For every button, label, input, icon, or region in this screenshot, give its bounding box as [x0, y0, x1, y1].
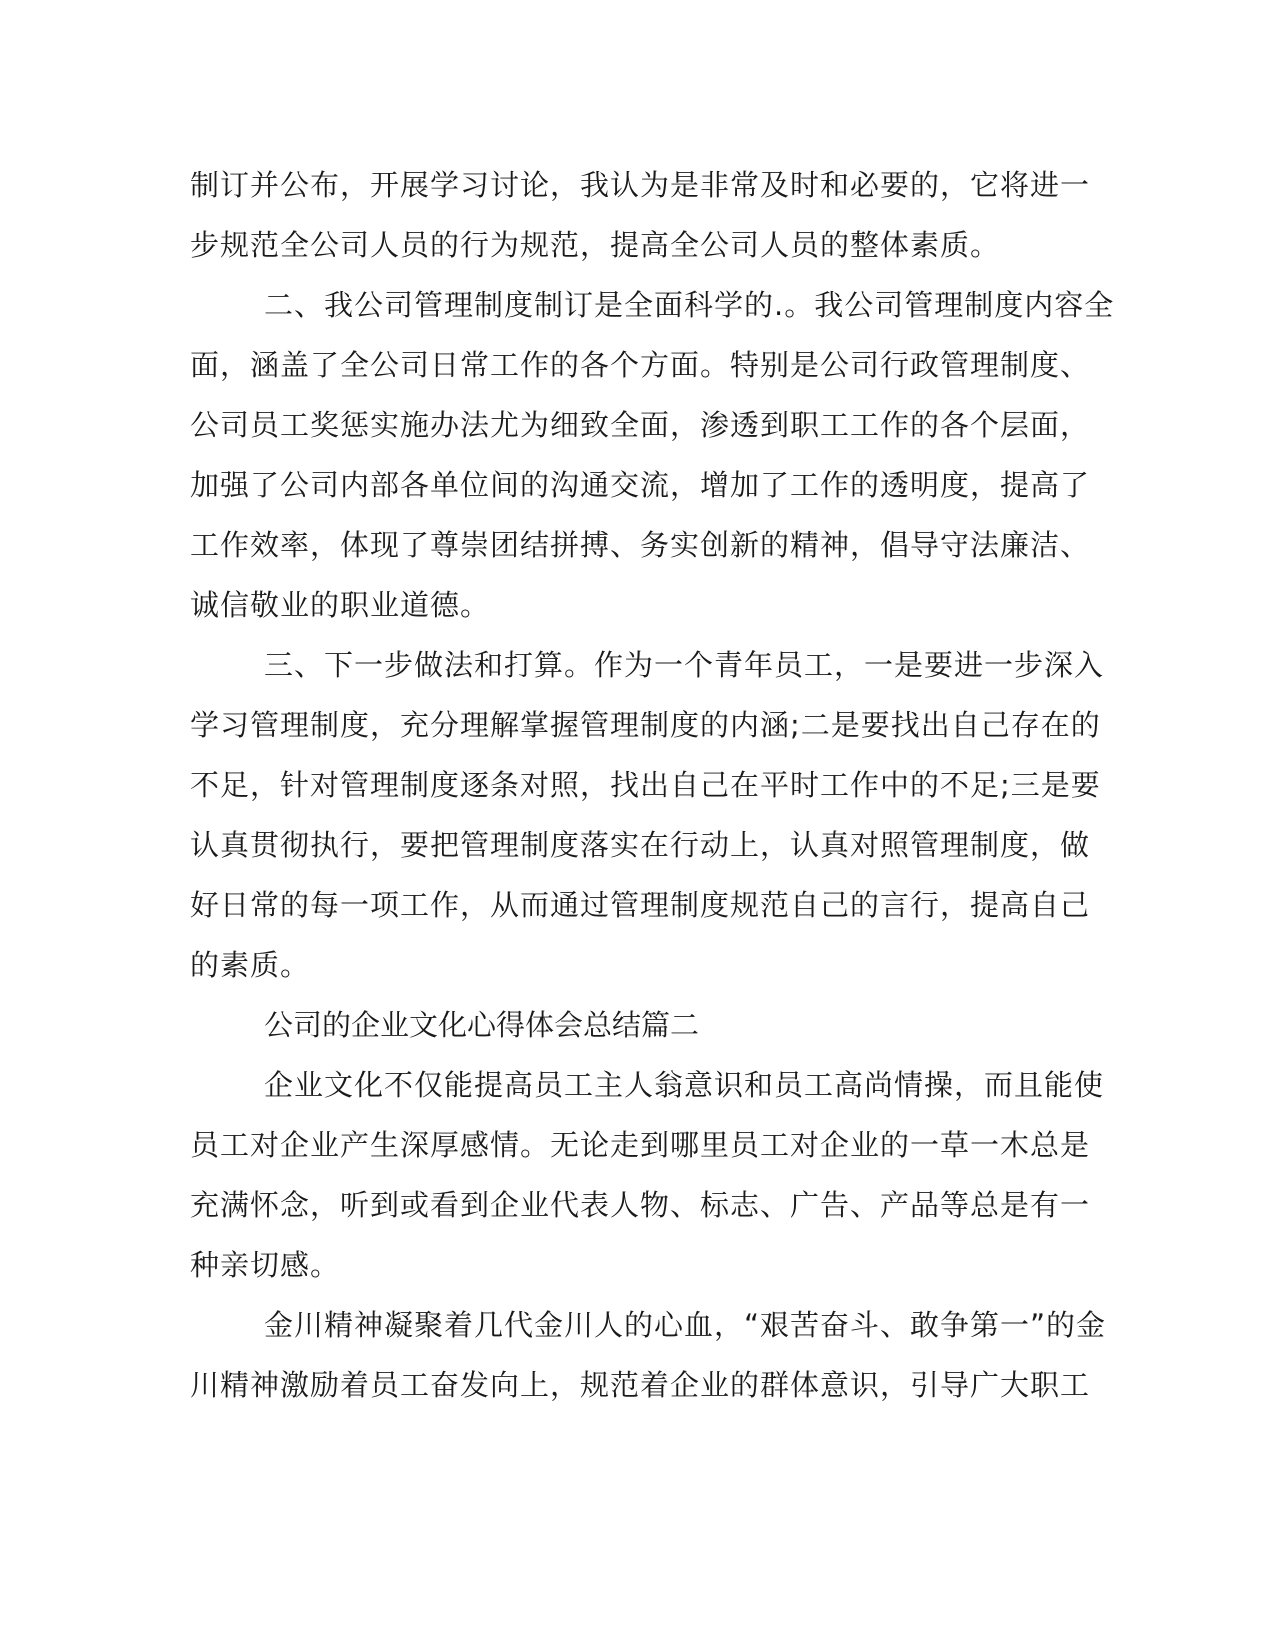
text-line: 工作效率，体现了尊崇团结拼搏、务实创新的精神，倡导守法廉洁、	[190, 528, 1091, 562]
text-line: 不足，针对管理制度逐条对照，找出自己在平时工作中的不足;三是要	[190, 768, 1101, 802]
paragraph-start-line: 企业文化不仅能提高员工主人翁意识和员工高尚情操，而且能使	[264, 1068, 1105, 1102]
text-line: 公司员工奖惩实施办法尤为细致全面，渗透到职工工作的各个层面，	[190, 408, 1091, 442]
text-line: 川精神激励着员工奋发向上，规范着企业的群体意识，引导广大职工	[190, 1368, 1091, 1402]
document-body	[190, 155, 1115, 1415]
text-line: 员工对企业产生深厚感情。无论走到哪里员工对企业的一草一木总是	[190, 1128, 1091, 1162]
section-heading: 公司的企业文化心得体会总结篇二	[264, 1008, 700, 1042]
text-line: 面，涵盖了全公司日常工作的各个方面。特别是公司行政管理制度、	[190, 348, 1091, 382]
paragraph-start-line: 三、下一步做法和打算。作为一个青年员工，一是要进一步深入	[264, 648, 1105, 682]
text-line: 认真贯彻执行，要把管理制度落实在行动上，认真对照管理制度，做	[190, 828, 1091, 862]
text-line: 步规范全公司人员的行为规范，提高全公司人员的整体素质。	[190, 228, 1001, 262]
text-line: 好日常的每一项工作，从而通过管理制度规范自己的言行，提高自己	[190, 888, 1091, 922]
text-line: 学习管理制度，充分理解掌握管理制度的内涵;二是要找出自己存在的	[190, 708, 1101, 742]
text-line: 的素质。	[190, 948, 311, 982]
paragraph-start-line: 金川精神凝聚着几代金川人的心血，“艰苦奋斗、敢争第一”的金	[264, 1308, 1107, 1342]
text-line: 充满怀念，听到或看到企业代表人物、标志、广告、产品等总是有一	[190, 1188, 1091, 1222]
paragraph-start-line: 二、我公司管理制度制订是全面科学的.。我公司管理制度内容全	[264, 288, 1115, 322]
text-line: 诚信敬业的职业道德。	[190, 588, 491, 622]
text-line: 加强了公司内部各单位间的沟通交流，增加了工作的透明度，提高了	[190, 468, 1091, 502]
text-line: 种亲切感。	[190, 1248, 341, 1282]
text-line: 制订并公布，开展学习讨论，我认为是非常及时和必要的，它将进一	[190, 168, 1091, 202]
